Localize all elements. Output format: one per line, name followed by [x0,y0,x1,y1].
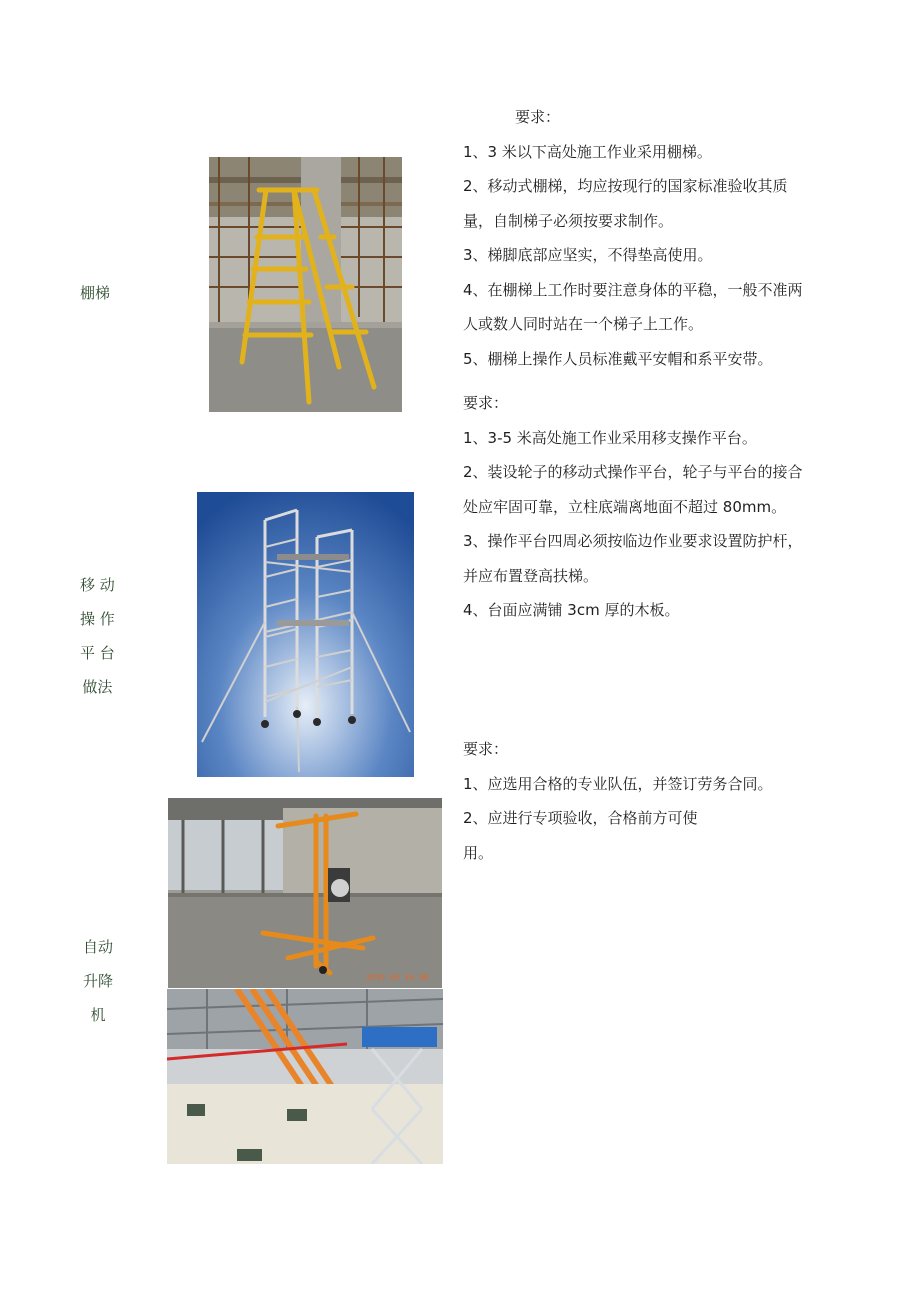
mobile-platform-photo [197,492,414,777]
requirement-item: 4、在棚梯上工作时要注意身体的平稳，一般不准两 [463,280,803,299]
requirements-mobile-platform [463,386,863,628]
requirement-item: 5、棚梯上操作人员标准戴平安帽和系平安带。 [463,349,773,368]
a-frame-ladder-photo [209,157,402,412]
section-label-auto-lift [83,930,113,1032]
requirement-item: 2、装设轮子的移动式操作平台，轮子与平台的接合 [463,463,803,481]
label-line: 移 动 [80,576,115,594]
label-line: 升降 [83,972,114,990]
requirements-ladder [463,100,863,376]
label-line: 操 作 [80,610,115,628]
requirements-title: 要求： [463,394,509,412]
requirement-item: 2、应进行专项验收，合格前方可使 [463,809,698,827]
requirement-item: 1、3 米以下高处施工作业采用棚梯。 [463,142,712,161]
requirement-item: 并应布置登高扶梯。 [463,566,599,585]
requirement-item: 1、3-5 米高处施工作业采用移支操作平台。 [463,428,757,447]
requirements-title: 要求： [515,108,561,126]
requirements-auto-lift [463,732,863,870]
requirement-item: 3、梯脚底部应坚实，不得垫高使用。 [463,246,713,264]
requirement-item: 4、台面应满铺 3cm 厚的木板。 [463,601,680,619]
requirement-item: 量，自制梯子必须按要求制作。 [463,211,674,230]
scissor-lift-photo [167,989,443,1164]
label-line: 做法 [82,678,113,696]
label-line: 自动 [83,938,114,956]
requirement-item: 处应牢固可靠，立柱底端离地面不超过 80mm。 [463,497,787,516]
section-label-mobile-platform [80,568,115,704]
requirement-item: 人或数人同时站在一个梯子上工作。 [463,315,704,333]
requirement-item: 1、应选用合格的专业队伍，并签订劳务合同。 [463,774,773,793]
label-line: 机 [90,1006,106,1024]
label-line: 棚梯 [80,284,111,302]
requirement-item: 3、操作平台四周必须按临边作业要求设置防护杆， [463,532,803,550]
requirement-item: 用。 [463,843,494,862]
label-line: 平 台 [80,644,115,662]
photo-date-stamp: 2014 04 16 08 [366,973,429,982]
requirements-title: 要求： [463,740,509,758]
material-lift-photo [168,798,442,988]
requirement-item: 2、移动式棚梯，均应按现行的国家标准验收其质 [463,177,788,195]
section-label-ladder [80,276,110,310]
